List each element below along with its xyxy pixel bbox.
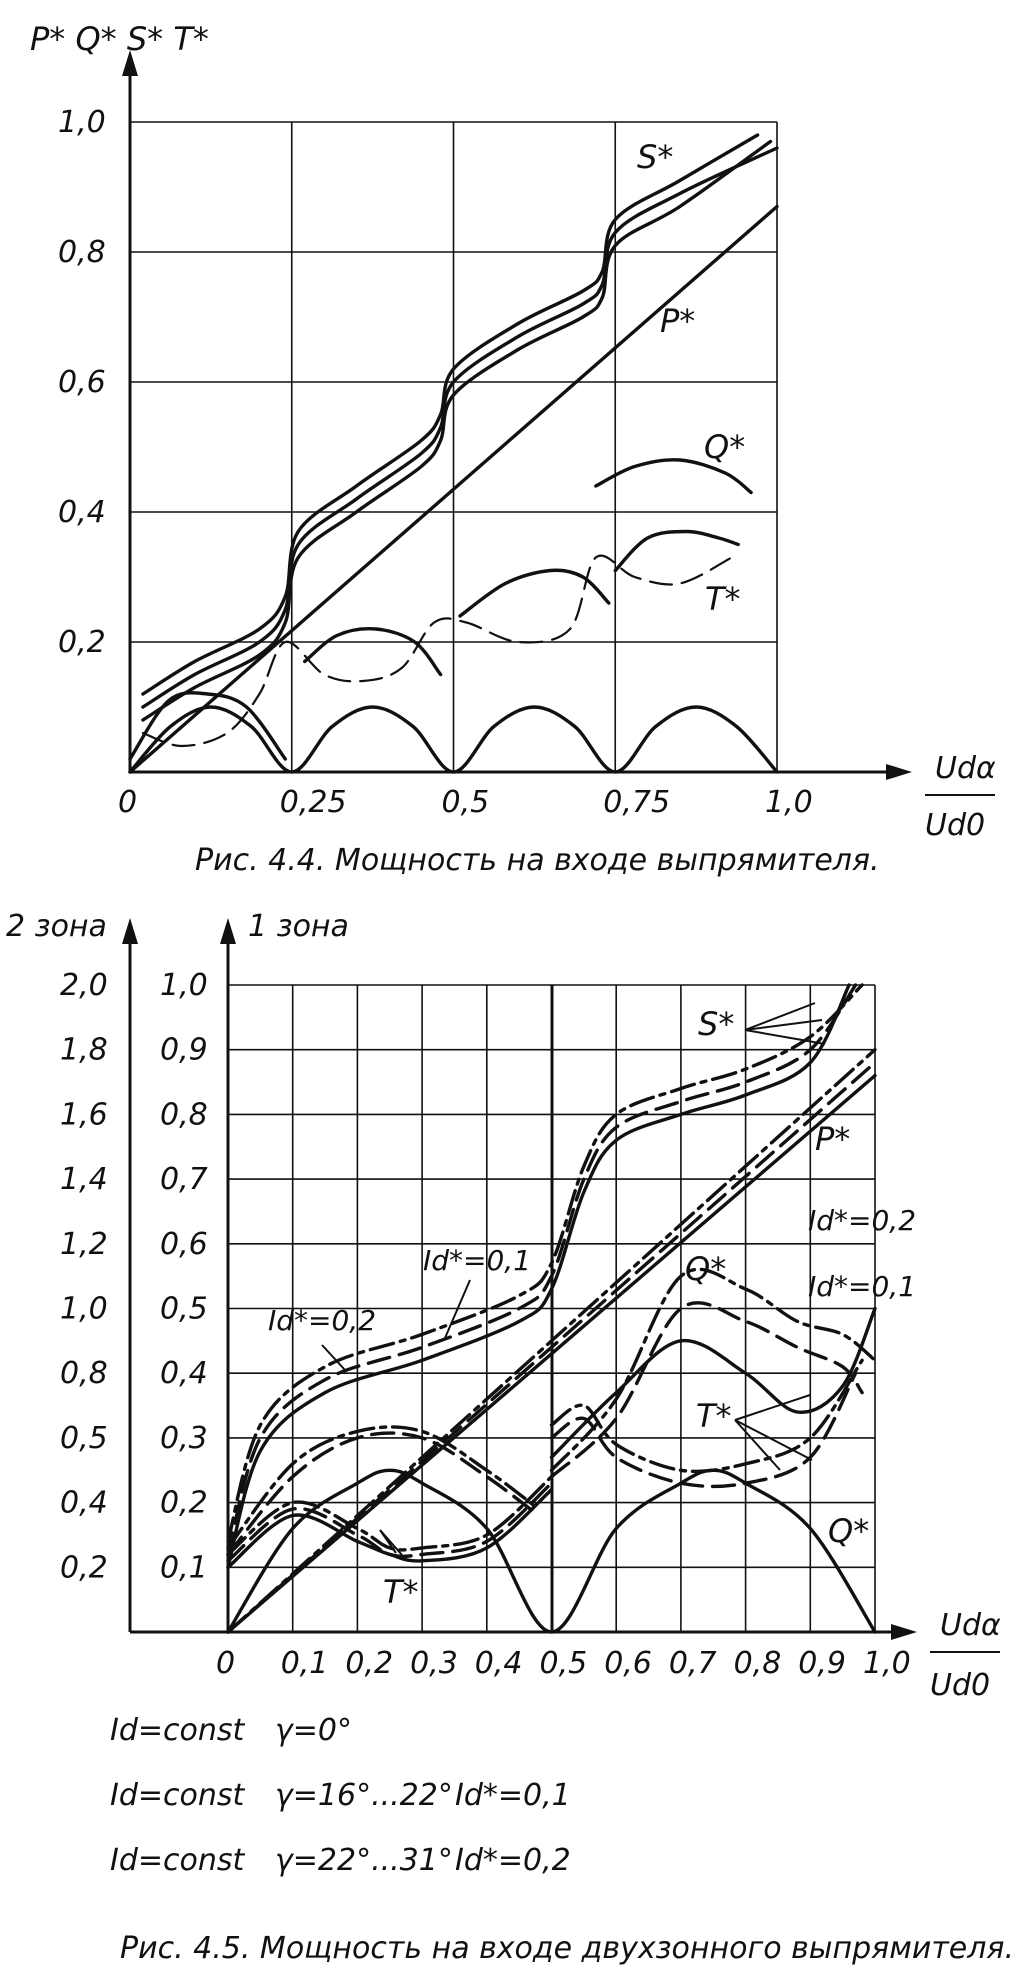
fig2-outer-y-tick-label: 0,5 [60,1420,108,1456]
fig2-ticks [60,968,911,1681]
fig1-y-tick-label: 0,8 [58,235,106,270]
fig2-outer-y-tick-label: 0,2 [60,1550,108,1586]
fig2-outer-y-tick-label: 2,0 [60,968,108,1003]
fig2-x-tick-label: 1,0 [863,1646,911,1681]
fig1-label-q: Q* [704,428,746,466]
fig2-x-tick-label: 0,3 [410,1646,458,1681]
fig1-x-label-numerator: Udα [935,751,996,786]
fig2-anno-id-01-right: Id*=0,1 [808,1270,917,1303]
fig2-outer-y-tick-label: 1,0 [60,1291,108,1327]
fig1-label-s: S* [637,138,674,176]
fig1-x-tick-label: 0,25 [279,785,347,820]
fig1-x-tick-label: 0,75 [603,785,671,820]
fig1-x-label-denominator: Ud0 [925,808,986,843]
fig2-x-tick-label: 0,6 [604,1646,652,1681]
fig2-inner-y-arrow-icon [220,918,236,944]
series-q-line-7 [305,629,441,675]
fig2-inner-y-tick-label: 0,7 [160,1162,208,1198]
legend-row-2-id: Id*=0,1 [455,1778,571,1813]
fig1-grid [130,122,777,772]
fig2-caption: Рис. 4.5. Мощность на входе двухзонного выпрямителя. [120,1931,1015,1966]
series-s-line-2 [143,148,777,707]
legend-row-1-line: Id=const [110,1713,245,1748]
fig2-x-tick-label: 0,8 [733,1646,782,1681]
fig2-x-tick-label: 0,4 [474,1646,523,1681]
fig1-x-tick-label: 0 [118,785,138,820]
fig2-inner-y-tick-label: 1,0 [160,968,208,1003]
legend-row-2-gamma: γ=16°...22° [275,1778,453,1813]
fig1-y-tick-label: 0,6 [58,365,106,400]
fig2-inner-y-tick-label: 0,5 [160,1291,208,1327]
fig2-inner-y-tick-label: 0,3 [160,1420,208,1456]
fig2-outer-y-tick-label: 0,4 [60,1485,108,1521]
fig2-outer-y-tick-label: 1,8 [60,1032,108,1068]
fig1-label-p: P* [660,302,696,340]
fig2-inner-y-tick-label: 0,8 [160,1097,208,1133]
figure-4-4 [30,20,996,878]
fig2-inner-y-tick-label: 0,4 [160,1356,208,1392]
fig2-outer-y-arrow-icon [122,918,138,944]
fig2-outer-y-tick-label: 1,4 [60,1162,108,1198]
series-s-line-3 [143,142,771,721]
fig2-x-tick-label: 0 [216,1646,236,1681]
fig2-inner-y-tick-label: 0,1 [160,1550,208,1586]
fig2-anno-id-02-right: Id*=0,2 [808,1204,917,1237]
fig2-outer-axis-title: 2 зона [6,909,107,944]
fig2-label-s: S* [698,1005,735,1043]
series-s-line-1 [143,135,758,694]
fig2-anno-id-02-left: Id*=0,2 [268,1304,377,1337]
fig2-x-tick-label: 0,7 [668,1646,717,1681]
fig2-label-p: P* [815,1120,851,1158]
fig2-outer-y-tick-label: 0,8 [60,1356,108,1392]
fig1-label-t: T* [705,580,741,618]
fig2-legend [110,1713,571,1878]
fig1-x-tick-label: 0,5 [441,785,490,820]
legend-row-1-gamma: γ=0° [275,1713,352,1748]
fig2-x-arrow-icon [891,1624,917,1640]
legend-row-2-line: Id=const [110,1778,245,1813]
fig2-outer-y-tick-label: 1,2 [60,1226,108,1262]
fig1-y-axis-title: P* Q* S* T* [30,20,209,58]
fig2-x-tick-label: 0,1 [280,1646,329,1681]
figure-4-5 [6,909,1014,1966]
fig2-x-tick-label: 0,5 [539,1646,588,1681]
fig2-inner-y-tick-label: 0,6 [160,1226,208,1262]
fig2-x-tick-label: 0,9 [798,1646,847,1681]
fig2-label-q-upper: Q* [685,1250,727,1288]
fig2-label-t-left: T* [383,1573,419,1611]
fig2-x-label-numerator: Udα [940,1608,1001,1643]
series-q-line-11 [228,1427,539,1548]
fig2-x-tick-label: 0,2 [345,1646,394,1681]
fig1-axes [122,50,912,780]
fig1-caption: Рис. 4.4. Мощность на входе выпрямителя. [195,843,880,878]
legend-row-3-gamma: γ=22°...31° [275,1843,453,1878]
fig2-label-q-lower: Q* [828,1512,870,1550]
fig1-x-tick-label: 1,0 [765,785,813,820]
fig1-y-tick-label: 0,4 [58,495,106,530]
fig2-s-leader-3 [745,1030,825,1044]
series-s-line-4 [228,985,856,1554]
fig1-y-tick-label: 1,0 [58,105,106,140]
fig2-inner-axis-title: 1 зона [248,909,349,944]
fig1-x-arrow-icon [886,764,912,780]
fig2-outer-y-tick-label: 1,6 [60,1097,108,1133]
series-t-line-10 [143,556,732,746]
legend-row-3-line: Id=const [110,1843,245,1878]
fig2-anno-id-01-left: Id*=0,1 [423,1244,532,1277]
fig2-x-label-denominator: Ud0 [930,1668,991,1703]
fig1-y-tick-label: 0,2 [58,625,106,660]
legend-row-3-id: Id*=0,2 [455,1843,571,1878]
fig2-t-leader-2 [735,1420,812,1460]
fig2-label-t-right: T* [696,1397,732,1435]
fig2-inner-y-tick-label: 0,9 [160,1032,208,1068]
fig2-inner-y-tick-label: 0,2 [160,1485,208,1521]
